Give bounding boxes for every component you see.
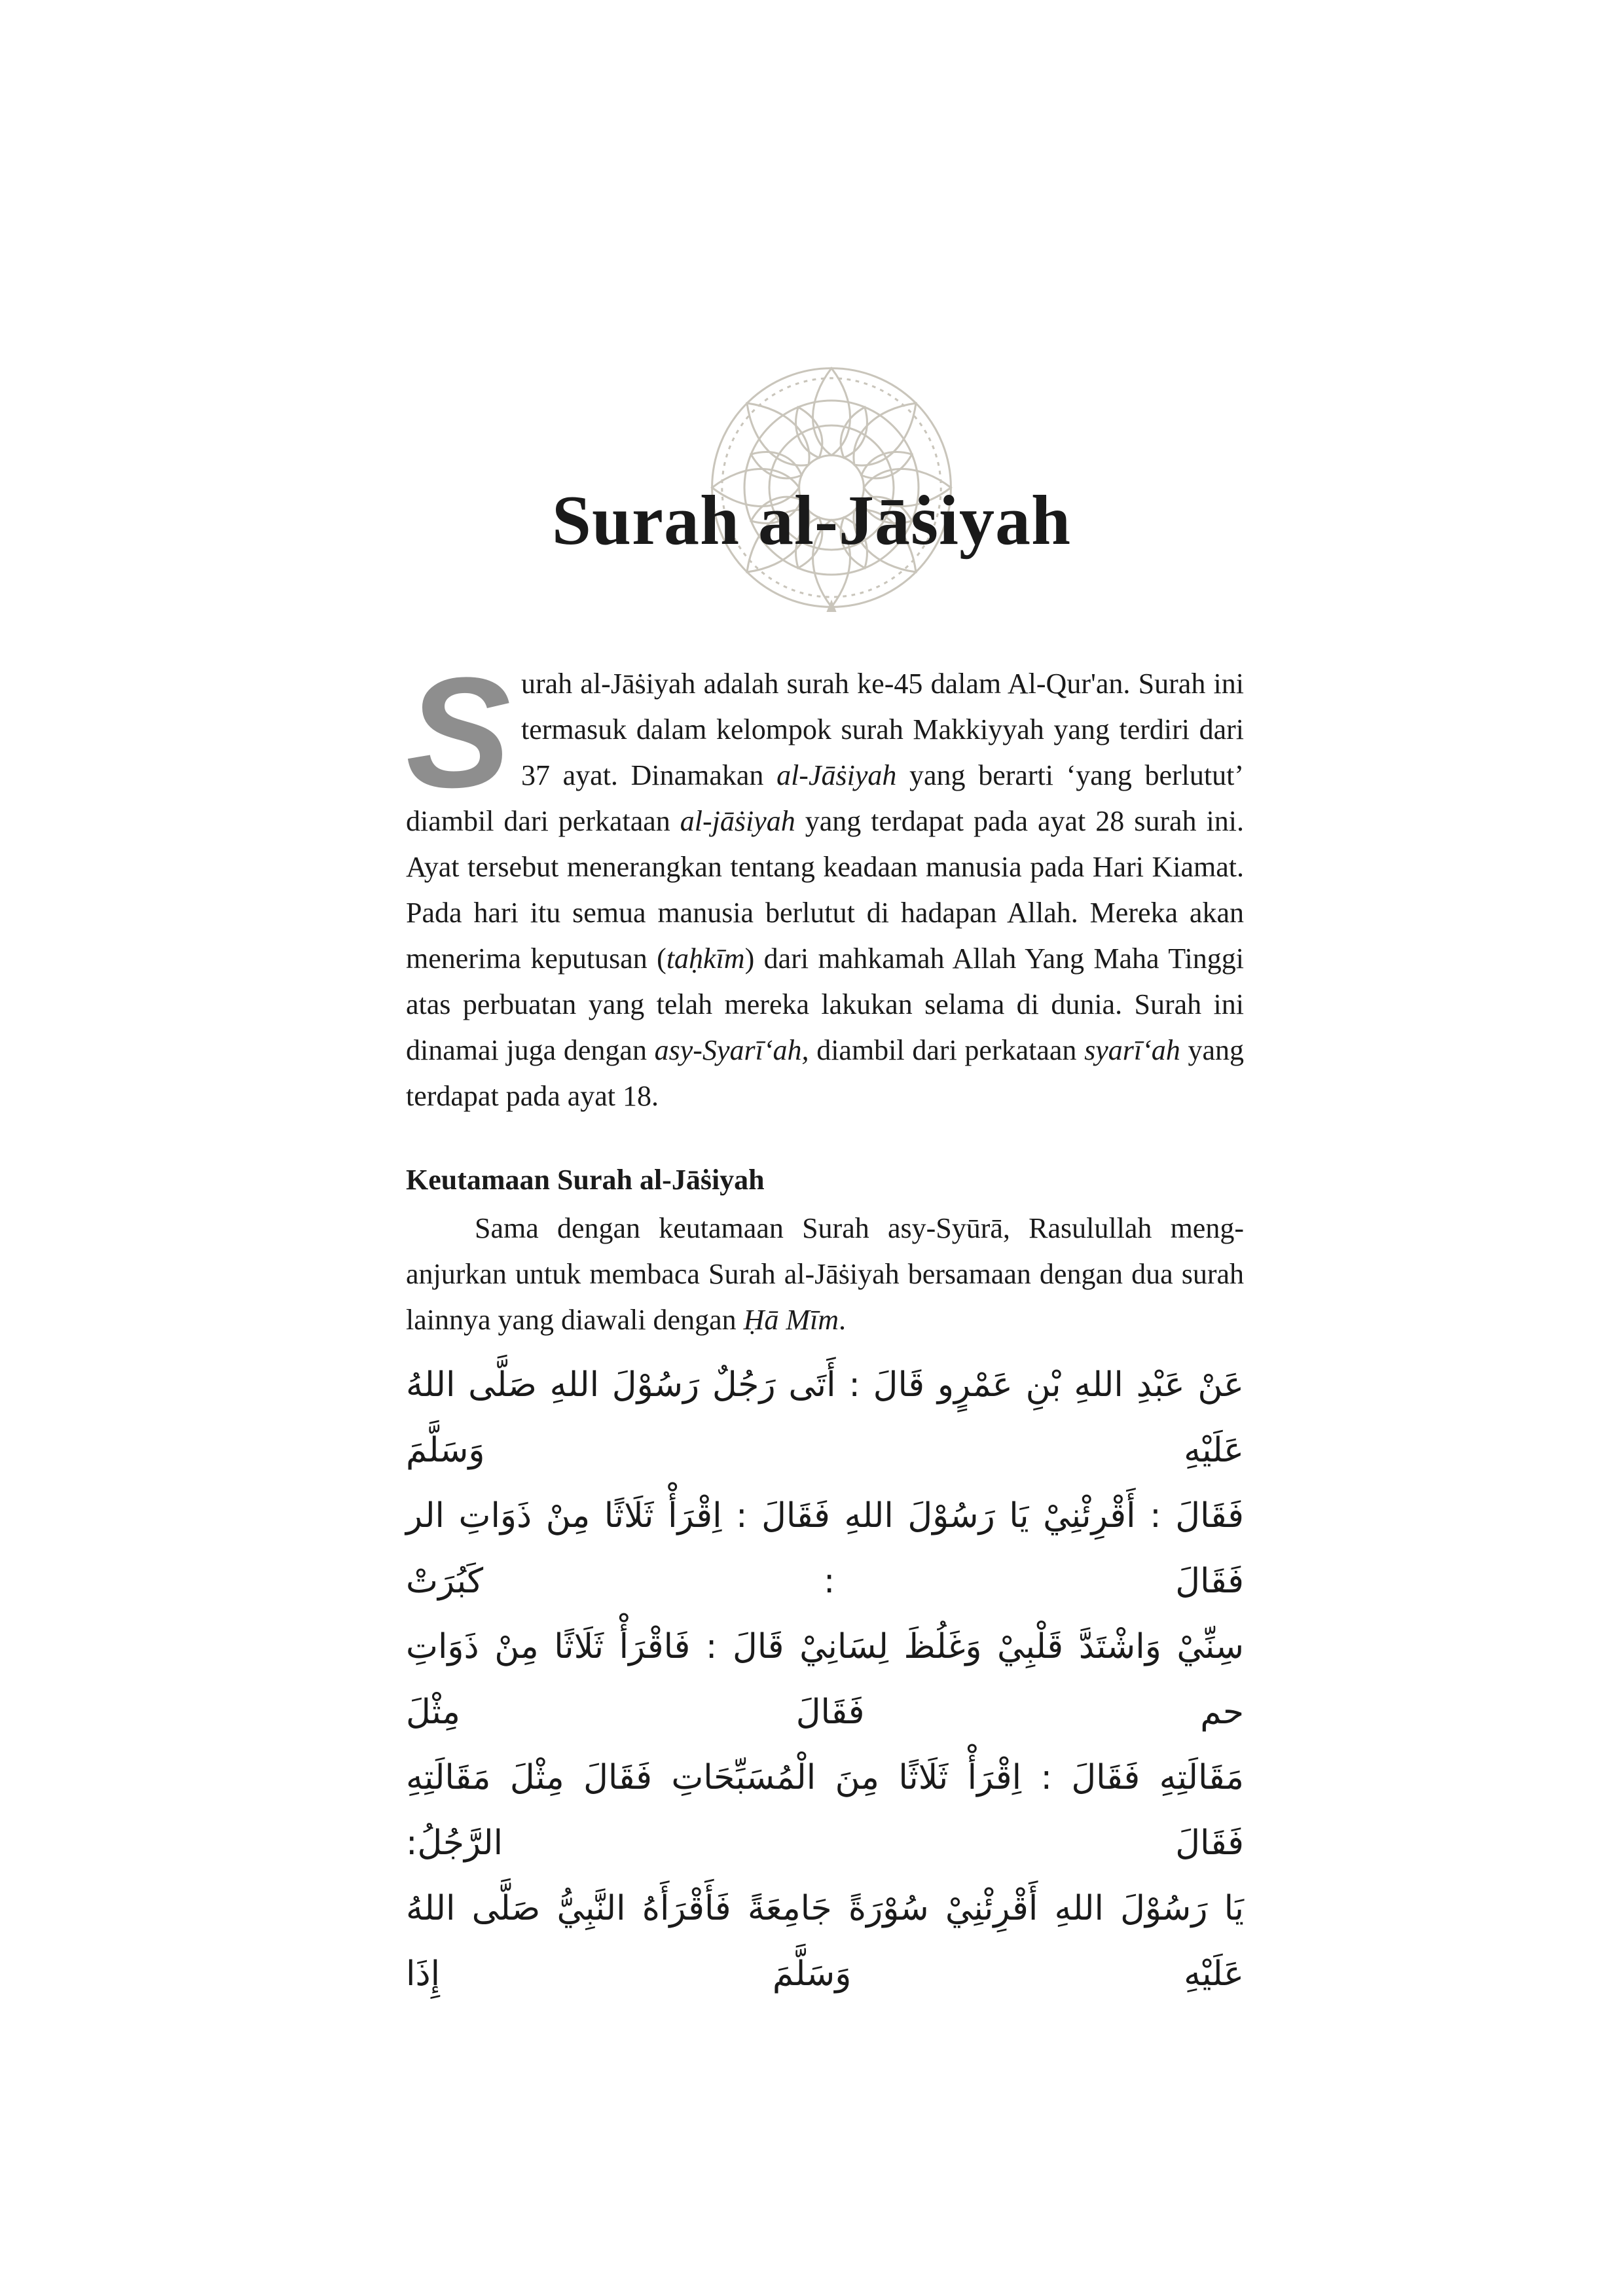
intro-emphasis: syarī‘ah xyxy=(1084,1034,1180,1066)
arabic-line: عَنْ عَبْدِ اللهِ بْنِ عَمْرٍو قَالَ : أَتَى رَجُلٌ رَسُوْلَ اللهِ صَلَّى اللهُ عَلَيْهِ وَسَلَّمَ xyxy=(406,1365,1244,1470)
intro-text: urah al-Jāṡiyah adalah surah ke-45 dalam Al-Qur'an. Surah ini termasuk dalam kelompok surah Makkiyyah yang terdiri dari 37 ayat. Dinamakan xyxy=(521,668,1244,791)
intro-emphasis: al-Jāṡiyah xyxy=(776,759,897,791)
section-text: Sama dengan keutamaan Surah asy-Syūrā, Rasulullah meng-anjurkan untuk membaca Surah al-Jāṡiyah bersamaan dengan dua surah lainnya yang diawali dengan xyxy=(406,1212,1244,1336)
intro-text: yang terdapat pada ayat 18. xyxy=(406,1034,1245,1112)
main-content xyxy=(406,645,1245,2007)
arabic-line: سِنِّيْ وَاشْتَدَّ قَلْبِيْ وَغَلُظَ لِسَانِيْ قَالَ : فَاقْرَأْ ثَلَاثًا مِنْ ذَوَاتِ حم فَقَالَ مِثْلَ xyxy=(406,1627,1244,1732)
intro-text: yang terdapat pada ayat 28 surah ini. Ayat tersebut menerangkan tentang keadaan manusia pada Hari Kiamat. Pada hari itu semua manusia berlutut di hadapan Allah. Mereka akan menerima keputusan ( xyxy=(406,805,1244,975)
intro-emphasis: al-jāṡiyah xyxy=(680,805,795,837)
intro-paragraph xyxy=(406,645,1245,1119)
section-paragraph xyxy=(406,1206,1244,1343)
section-heading: Keutamaan Surah al-Jāṡiyah xyxy=(406,1164,765,1196)
arabic-line: يَا رَسُوْلَ اللهِ أَقْرِئْنِيْ سُوْرَةً جَامِعَةً فَأَقْرَأَهُ النَّبِيُّ صَلَّى اللهُ عَلَيْهِ وَسَلَّمَ إِذَا xyxy=(406,1889,1244,1994)
intro-text: ) dari mahkamah Allah Yang Maha Tinggi atas perbuatan yang telah mereka lakukan selama di dunia. Surah ini dinamai juga dengan xyxy=(406,942,1244,1066)
section-emphasis: Ḥā Mīm xyxy=(743,1304,839,1336)
page-title: Surah al-Jāṡiyah xyxy=(551,482,1072,560)
drop-cap: S xyxy=(406,645,511,820)
arabic-hadith xyxy=(406,1352,1244,2007)
intro-text: yang berarti ‘yang berlutut’ diambil dari perkataan xyxy=(406,759,1244,837)
intro-emphasis: asy-Syarī‘ah, xyxy=(654,1034,809,1066)
arabic-line: فَقَالَ : أَقْرِئْنِيْ يَا رَسُوْلَ اللهِ فَقَالَ : اِقْرَأْ ثَلَاثًا مِنْ ذَوَاتِ الر فَقَالَ : كَبُرَتْ xyxy=(406,1496,1244,1601)
section-text: . xyxy=(839,1304,847,1336)
intro-text: diambil dari perkataan xyxy=(809,1034,1085,1066)
intro-emphasis: taḥkīm xyxy=(666,942,745,975)
arabic-line: مَقَالَتِهِ فَقَالَ : اِقْرَأْ ثَلَاثًا مِنَ الْمُسَبِّحَاتِ فَقَالَ مِثْلَ مَقَالَتِهِ فَقَالَ الرَّجُلُ: xyxy=(406,1758,1244,1863)
